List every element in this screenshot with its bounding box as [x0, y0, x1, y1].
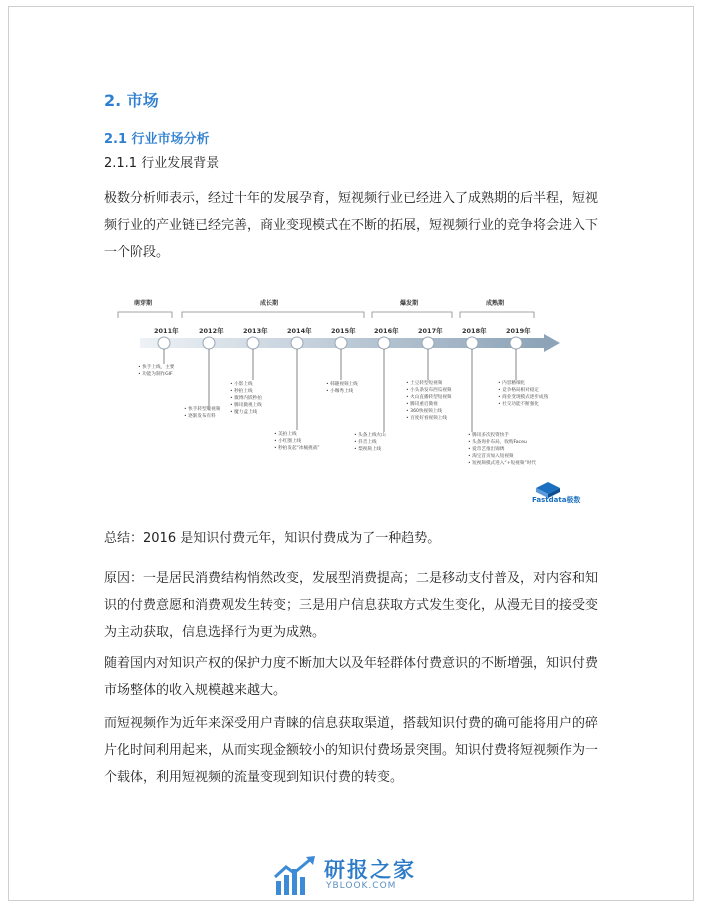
events-2011: • 快手上线，主要 • 功能为制作GIF [138, 364, 174, 378]
period-label-germination: 萌芽期 [134, 300, 153, 307]
paragraph-market-growth: 随着国内对知识产权的保护力度不断加大以及年轻群体付费意识的不断增强，知识付费市场整体的收入规模越来越大。 [104, 656, 599, 698]
year-label-2019: 2019年 [506, 327, 531, 335]
node-2018 [466, 337, 478, 349]
period-bracket-germination [118, 312, 172, 318]
subsection-heading: 2.1 行业市场分析 [104, 132, 210, 147]
year-label-2013: 2013年 [243, 327, 268, 335]
events-2016: • 头条上线火山 • 抖音上线 • 梨视频上线 [354, 432, 386, 453]
period-bracket-maturity [460, 312, 534, 318]
node-2011 [158, 337, 170, 349]
events-2012: • 快手转型短视频 • 逐渐发布有料 [184, 406, 220, 420]
year-label-2016: 2016年 [374, 327, 399, 335]
year-label-2018: 2018年 [462, 327, 487, 335]
year-label-2011: 2011年 [154, 327, 179, 335]
section-heading: 2. 市场 [104, 91, 159, 110]
paragraph-intro: 极数分析师表示，经过十年的发展孕育，短视频行业已经进入了成熟期的后半程，短视频行业的产业链已经完善，商业变现模式在不断的拓展，短视频行业的竞争将会进入下一个阶段。 [104, 191, 599, 260]
period-bracket-growth [182, 312, 364, 318]
period-label-maturity: 成熟期 [486, 300, 505, 307]
events-2018: • 腾讯多次投资快手 • 头条询扑布局，收购Faceu • 爱奇艺推出锦绣 • 淘宝首页加入短视频 • 短视频模式进入“+短视频”时代 [468, 432, 536, 467]
node-2015 [335, 337, 347, 349]
timeline-arrowhead [544, 334, 560, 352]
period-bracket-explosion [372, 312, 452, 318]
subsubsection-heading: 2.1.1 行业发展背景 [104, 156, 220, 171]
node-2017 [422, 337, 434, 349]
year-label-2017: 2017年 [418, 327, 443, 335]
events-2013: • 小影上线 • 秒拍上线 • 微博内嵌秒拍 • 腾讯微视上线 • 魔力盒上线 [230, 381, 262, 416]
paragraph-summary: 总结：2016 是知识付费元年，知识付费成为了一种趋势。 [104, 531, 441, 546]
yblook-logo-icon [272, 855, 318, 897]
footer-brand-name: 研报之家 [324, 858, 416, 882]
footer-brand-url: YBLOOK.COM [326, 881, 397, 891]
period-label-explosion: 爆发期 [400, 300, 419, 307]
events-2014: • 美拍上线 • 小红圈上线 • 秒拍发起“冰桶挑战” [274, 431, 320, 452]
node-2014 [291, 337, 303, 349]
year-label-2012: 2012年 [199, 327, 224, 335]
node-2012 [203, 337, 215, 349]
events-2019: • 内容精细化 • 竞争格局相对稳定 • 商业变现模式逐步成熟 • 社交功能不断强化 [498, 380, 548, 408]
year-label-2015: 2015年 [331, 327, 356, 335]
period-label-growth: 成长期 [260, 300, 279, 307]
events-2017: • 土豆转型短视频 • 小头条发布西瓜视频 • 火山直播转型短视频 • 腾讯重启微视 • 360快视频上线 • 百度好看视频上线 [406, 380, 452, 422]
node-2016 [378, 337, 390, 349]
year-label-2014: 2014年 [287, 327, 312, 335]
fastdata-logo-text: Fastdata极数 [532, 496, 581, 504]
paragraph-reasons: 原因：一是居民消费结构悄然改变，发展型消费提高；二是移动支付普及，对内容和知识的付费意愿和消费观发生转变；三是用户信息获取方式发生变化，从漫无目的接受变为主动获取，信息选择行为更为成熟。 [104, 571, 599, 640]
timeline-figure [114, 288, 590, 513]
node-2013 [247, 337, 259, 349]
events-2015: • 韩趣视频上线 • 小咖秀上线 [326, 381, 358, 395]
node-2019 [510, 337, 522, 349]
paragraph-short-video: 而短视频作为近年来深受用户青睐的信息获取渠道，搭载知识付费的确可能将用户的碎片化时间利用起来，从而实现金额较小的知识付费场景突围。知识付费将短视频作为一个载体，利用短视频的流量变现到知识付费的转变。 [104, 716, 599, 785]
